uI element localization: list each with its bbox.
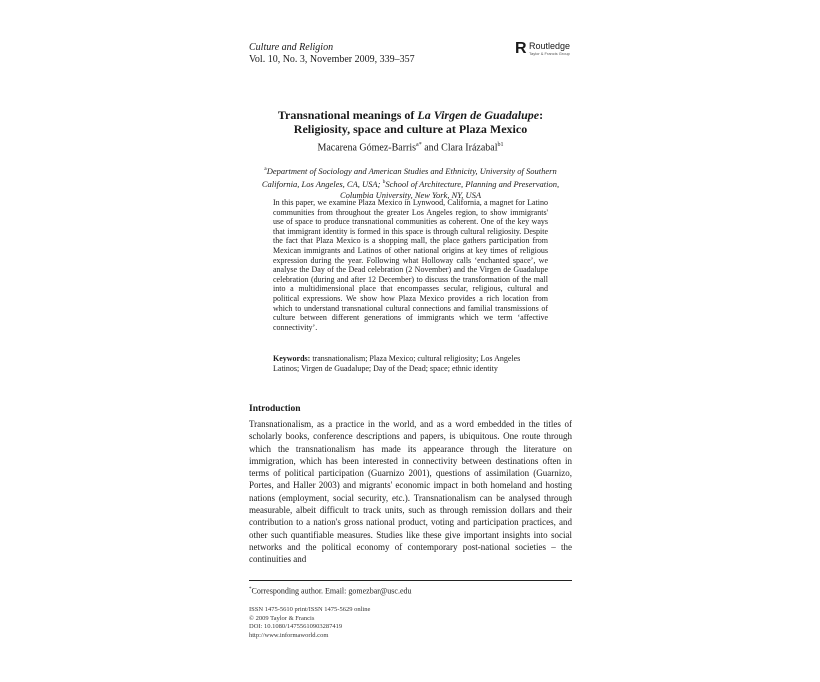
title-part-2: : Religiosity, space and culture at Plaza Mexico bbox=[293, 108, 544, 136]
footnote bbox=[249, 585, 412, 597]
keywords-label: Keywords: bbox=[273, 354, 311, 363]
doi: DOI: 10.1080/14755610903287419 bbox=[249, 623, 343, 631]
affiliations bbox=[249, 164, 572, 201]
author-connector: and bbox=[421, 142, 442, 154]
article-title bbox=[249, 108, 572, 136]
title-italic: La Virgen de Guadalupe bbox=[417, 108, 540, 122]
author-name: Clara Irázabal bbox=[441, 142, 498, 154]
footnote-divider bbox=[249, 580, 572, 581]
journal-header bbox=[249, 42, 415, 66]
volume-info: Vol. 10, No. 3, November 2009, 339–357 bbox=[249, 54, 415, 65]
title-part-1: Transnational meanings of bbox=[277, 108, 418, 122]
keywords bbox=[273, 354, 548, 373]
issn: ISSN 1475-5610 print/ISSN 1475-5629 online bbox=[249, 606, 371, 613]
keywords-list: transnationalism; Plaza Mexico; cultural religiosity; Los Angeles Latinos; Virgen de Guadalupe; Day of the Dead; space; ethnic identity bbox=[273, 354, 521, 373]
affiliation-b: School of Architecture, Planning and Preservation, Columbia University, New York, NY, USA bbox=[339, 178, 560, 200]
copyright: © 2009 Taylor & Francis bbox=[249, 614, 315, 622]
publisher-subtitle: Taylor & Francis Group bbox=[529, 51, 570, 56]
author-name: Macarena Gómez-Barris bbox=[317, 142, 417, 154]
affiliation-a: Department of Sociology and American Studies and Ethnicity, University of Southern California, Los Angeles, CA, USA; bbox=[261, 165, 557, 189]
author-list bbox=[249, 139, 572, 154]
section-heading: Introduction bbox=[249, 404, 301, 414]
journal-name: Culture and Religion bbox=[249, 42, 334, 53]
introduction-text: Transnationalism, as a practice in the world, and as a word embedded in the titles of scholarly books, conference descriptions and papers, is ubiquitous. One route through which the transnationalism has made its appearance through the literature on immigration, which has been interested in connectivity between destinations often in terms of political participation (Guarnizo 2001), questions of assimilation (Guarnizo, Portes, and Haller 2003) and migrants' economic impact in both homeland and hosting nations (employment, social security, etc.). Transnationalism can be analysed through measurable, albeit difficult to track units, such as through remission dollars and their contribution to a nation's gross national product, voting and participation practices, and other such quantifiable measures. Studies like these give important insights into social networks and the political economy of contemporary post-national societies – the continuities and bbox=[249, 419, 572, 565]
publisher-name: Routledge bbox=[529, 41, 571, 51]
abstract: In this paper, we examine Plaza Mexico in Lynwood, California, a magnet for Latino communities from throughout the greater Los Angeles region, to show immigrants' use of space to produce transnational communities as coherent. One of the key ways that immigrant identity is formed in this space is through cultural religiosity. Despite the fact that Plaza Mexico is a shopping mall, the place gathers participation from Mexican immigrants and Latinos of other national origins at key times of religious expression during the year. Following what Holloway calls ‘enchanted space’, we analyse the Day of the Dead celebration (2 November) and the Virgen de Guadalupe celebration (during and after 12 December) to discuss the transformation of the mall into a multidimensional place that encompasses secular, religious, cultural and political expressions. We show how Plaza Mexico provides a rich location from which to understand transnational cultural connections and familial transmissions of culture between different generations of immigrants which we term ‘affective connectivity’. bbox=[273, 198, 548, 332]
publisher-url[interactable]: http://www.informaworld.com bbox=[249, 631, 329, 639]
author-superscript: b1 bbox=[497, 142, 504, 148]
affiliation-marker: b bbox=[382, 178, 386, 185]
footnote-text: Corresponding author. Email: gomezbar@usc.edu bbox=[251, 586, 412, 596]
footnote-marker: * bbox=[249, 587, 252, 592]
publication-meta bbox=[249, 606, 370, 640]
publisher-logo bbox=[515, 40, 575, 60]
affiliation-marker: a bbox=[264, 166, 267, 172]
publisher-logo-icon: R bbox=[515, 40, 527, 57]
author-superscript: a* bbox=[416, 142, 422, 148]
